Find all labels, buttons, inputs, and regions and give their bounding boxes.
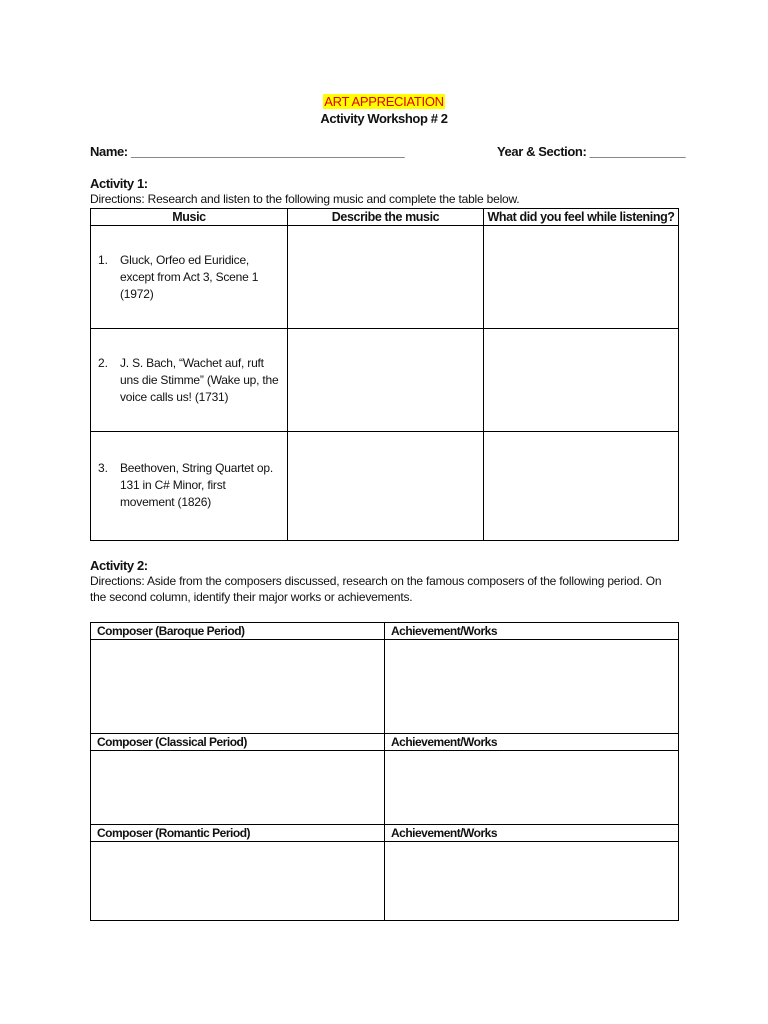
column-header-feel: What did you feel while listening? [484,209,679,226]
works-cell-baroque[interactable] [385,640,679,734]
table-row [91,226,679,329]
document-title [0,94,768,109]
title-highlight: ART APPRECIATION [324,94,444,109]
works-cell-romantic[interactable] [385,842,679,921]
section-header-row [91,623,679,640]
activity1-heading: Activity 1: [90,176,148,191]
describe-cell[interactable] [288,329,484,432]
composer-cell-baroque[interactable] [91,640,385,734]
table-header-row [91,209,679,226]
row-number: 2. [98,356,109,370]
document-subtitle: Activity Workshop # 2 [320,111,448,126]
music-table [90,208,679,541]
section-header-row [91,734,679,751]
music-cell [91,432,288,541]
activity2-heading: Activity 2: [90,558,148,573]
activity1-directions: Directions: Research and listen to the following music and complete the table below. [90,192,520,206]
composer-table [90,622,679,921]
table-row [91,842,679,921]
music-title: Gluck, Orfeo ed Euridice, except from Act 3, Scene 1 (1972) [120,253,259,301]
works-header-baroque: Achievement/Works [385,623,679,640]
music-cell [91,329,288,432]
composer-cell-romantic[interactable] [91,842,385,921]
feel-cell[interactable] [484,432,679,541]
music-title: Beethoven, String Quartet op. 131 in C# Minor, first movement (1826) [120,461,273,509]
works-header-classical: Achievement/Works [385,734,679,751]
describe-cell[interactable] [288,226,484,329]
composer-header-baroque: Composer (Baroque Period) [91,623,385,640]
table-row [91,329,679,432]
column-header-describe: Describe the music [288,209,484,226]
feel-cell[interactable] [484,329,679,432]
composer-header-romantic: Composer (Romantic Period) [91,825,385,842]
composer-header-classical: Composer (Classical Period) [91,734,385,751]
feel-cell[interactable] [484,226,679,329]
row-number: 1. [98,253,109,267]
table-row [91,751,679,825]
music-title: J. S. Bach, “Wachet auf, ruft uns die Stimme” (Wake up, the voice calls us! (1731) [120,356,279,404]
section-header-row [91,825,679,842]
year-section-field[interactable]: Year & Section: ______________ [497,144,686,159]
column-header-music: Music [91,209,288,226]
music-cell [91,226,288,329]
row-number: 3. [98,461,109,475]
name-field[interactable]: Name: ________________________________________ [90,144,405,159]
works-header-romantic: Achievement/Works [385,825,679,842]
activity2-directions: Directions: Aside from the composers discussed, research on the famous composers of the following period. On the second column, identify their major works or achievements. [90,574,662,604]
table-row [91,432,679,541]
table-row [91,640,679,734]
works-cell-classical[interactable] [385,751,679,825]
composer-cell-classical[interactable] [91,751,385,825]
describe-cell[interactable] [288,432,484,541]
